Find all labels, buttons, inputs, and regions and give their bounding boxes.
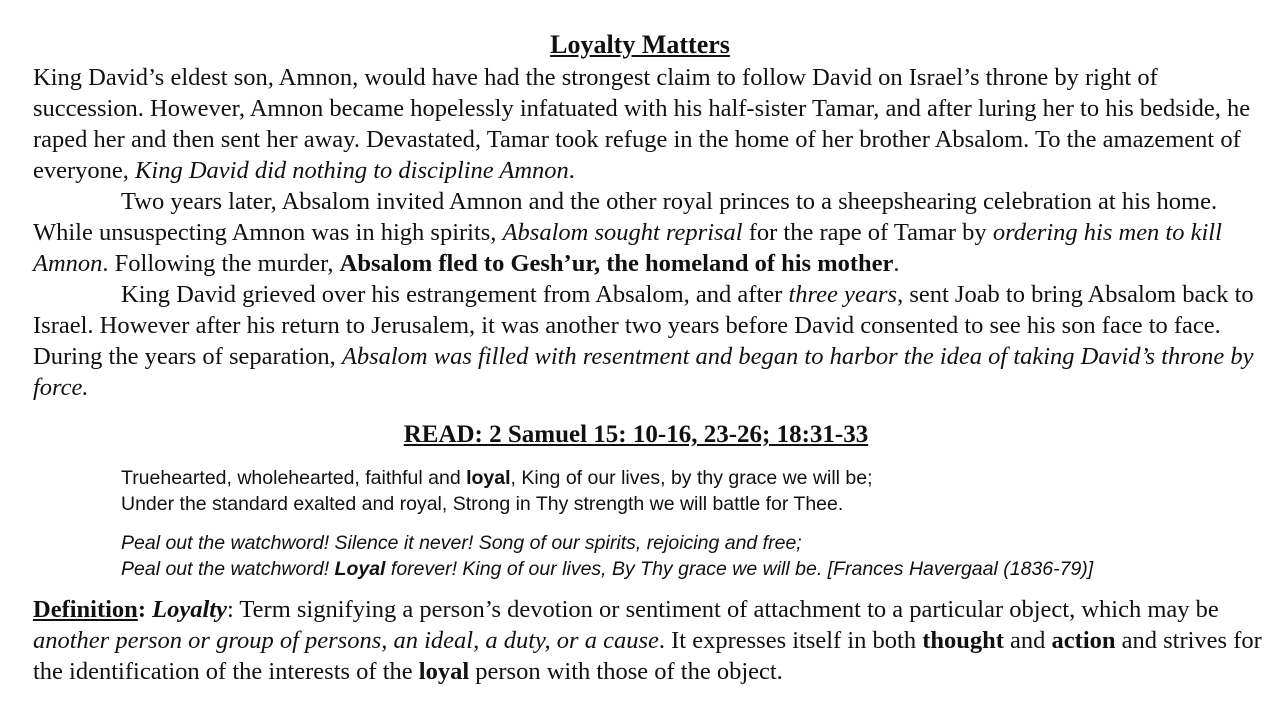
definition-paragraph	[33, 594, 1273, 687]
definition-label: Definition	[33, 596, 138, 623]
definition-text-2: . It expresses itself in both	[658, 627, 923, 654]
hymn-v2-l2-a: Peal out the watchword!	[121, 558, 335, 580]
hymn-verse-1-line-2: Under the standard exalted and royal, Strong in Thy strength we will battle for Thee.	[121, 493, 844, 515]
definition-text-1: : Term signifying a person’s devotion or sentiment of attachment to a particular object, which may be	[226, 596, 1219, 623]
definition-text-4: and strives for the identification of the interests of the	[33, 627, 1262, 685]
hymn-verse-2-line-1: Peal out the watchword! Silence it never! Song of our spirits, rejoicing and free;	[121, 532, 802, 554]
definition-colon: :	[137, 596, 153, 623]
p1-text-1: King David’s eldest son, Amnon, would have had the strongest claim to follow David on Israel’s throne by right of succession. However, Amnon became hopelessly infatuated with his half-sister Tamar, and after luring her to his bedside, he raped her and then sent her away. Devastated, Tamar took refuge in the home of her brother Absalom. To the amazement of everyone,	[33, 64, 1251, 184]
p2-text-3: . Following the murder,	[102, 250, 340, 277]
p2-bold-1: Absalom fled to Gesh’ur, the homeland of his mother	[339, 250, 894, 277]
p3-emphasis-2: Absalom was filled with resentment and began to harbor the idea of taking David’s throne by force.	[33, 343, 1254, 401]
p2-emphasis-2: ordering his men to kill Amnon	[33, 219, 1222, 277]
definition-bold-action: action	[1051, 627, 1116, 654]
read-heading: READ: 2 Samuel 15: 10-16, 23-26; 18:31-33	[403, 421, 869, 448]
hymn-verse-2	[121, 530, 1261, 582]
p2-text-2: for the rape of Tamar by	[742, 219, 993, 246]
paragraph-1	[33, 62, 1273, 186]
p1-emphasis-1: King David did nothing to discipline Amnon	[135, 157, 569, 184]
hymn-v2-l2-bold: Loyal	[334, 558, 386, 580]
page-title: Loyalty Matters	[550, 30, 730, 59]
definition-emphasis-1: another person or group of persons, an ideal, a duty, or a cause	[33, 627, 659, 654]
definition-term: Loyalty	[152, 596, 227, 623]
definition-bold-loyal: loyal	[418, 658, 470, 685]
hymn-verse-1	[121, 465, 1261, 517]
definition-text-5: person with those of the object.	[469, 658, 783, 685]
p3-text-2: , sent Joab to bring Absalom back to Israel. However after his return to Jerusalem, it was another two years before David consented to see his son face to face. During the years of separation,	[33, 281, 1254, 370]
narrative-section	[33, 62, 1273, 403]
p2-text-4: .	[893, 250, 900, 277]
p1-text-2: .	[568, 157, 575, 184]
definition-bold-thought: thought	[922, 627, 1004, 654]
hymn-v1-l1-b: , King of our lives, by thy grace we will be;	[510, 467, 873, 489]
paragraph-3	[33, 279, 1273, 403]
p2-text-1: Two years later, Absalom invited Amnon and the other royal princes to a sheepshearing celebration at his home. While unsuspecting Amnon was in high spirits,	[33, 188, 1218, 246]
p3-text-1: King David grieved over his estrangement from Absalom, and after	[121, 281, 789, 308]
hymn-v2-l2-b: forever! King of our lives, By Thy grace we will be. [Frances Havergaal (1836-79)]	[385, 558, 1094, 580]
p3-emphasis-1: three years	[788, 281, 898, 308]
definition-text-3: and	[1003, 627, 1052, 654]
hymn-verse-2-line-2	[121, 556, 1261, 582]
hymn-v1-l1-bold: loyal	[466, 467, 511, 489]
definition-section	[33, 594, 1273, 687]
hymn-v1-l1-a: Truehearted, wholehearted, faithful and	[121, 467, 467, 489]
paragraph-2	[33, 186, 1273, 279]
p2-emphasis-1: Absalom sought reprisal	[502, 219, 743, 246]
hymn-verse-1-line-1	[121, 465, 1261, 491]
